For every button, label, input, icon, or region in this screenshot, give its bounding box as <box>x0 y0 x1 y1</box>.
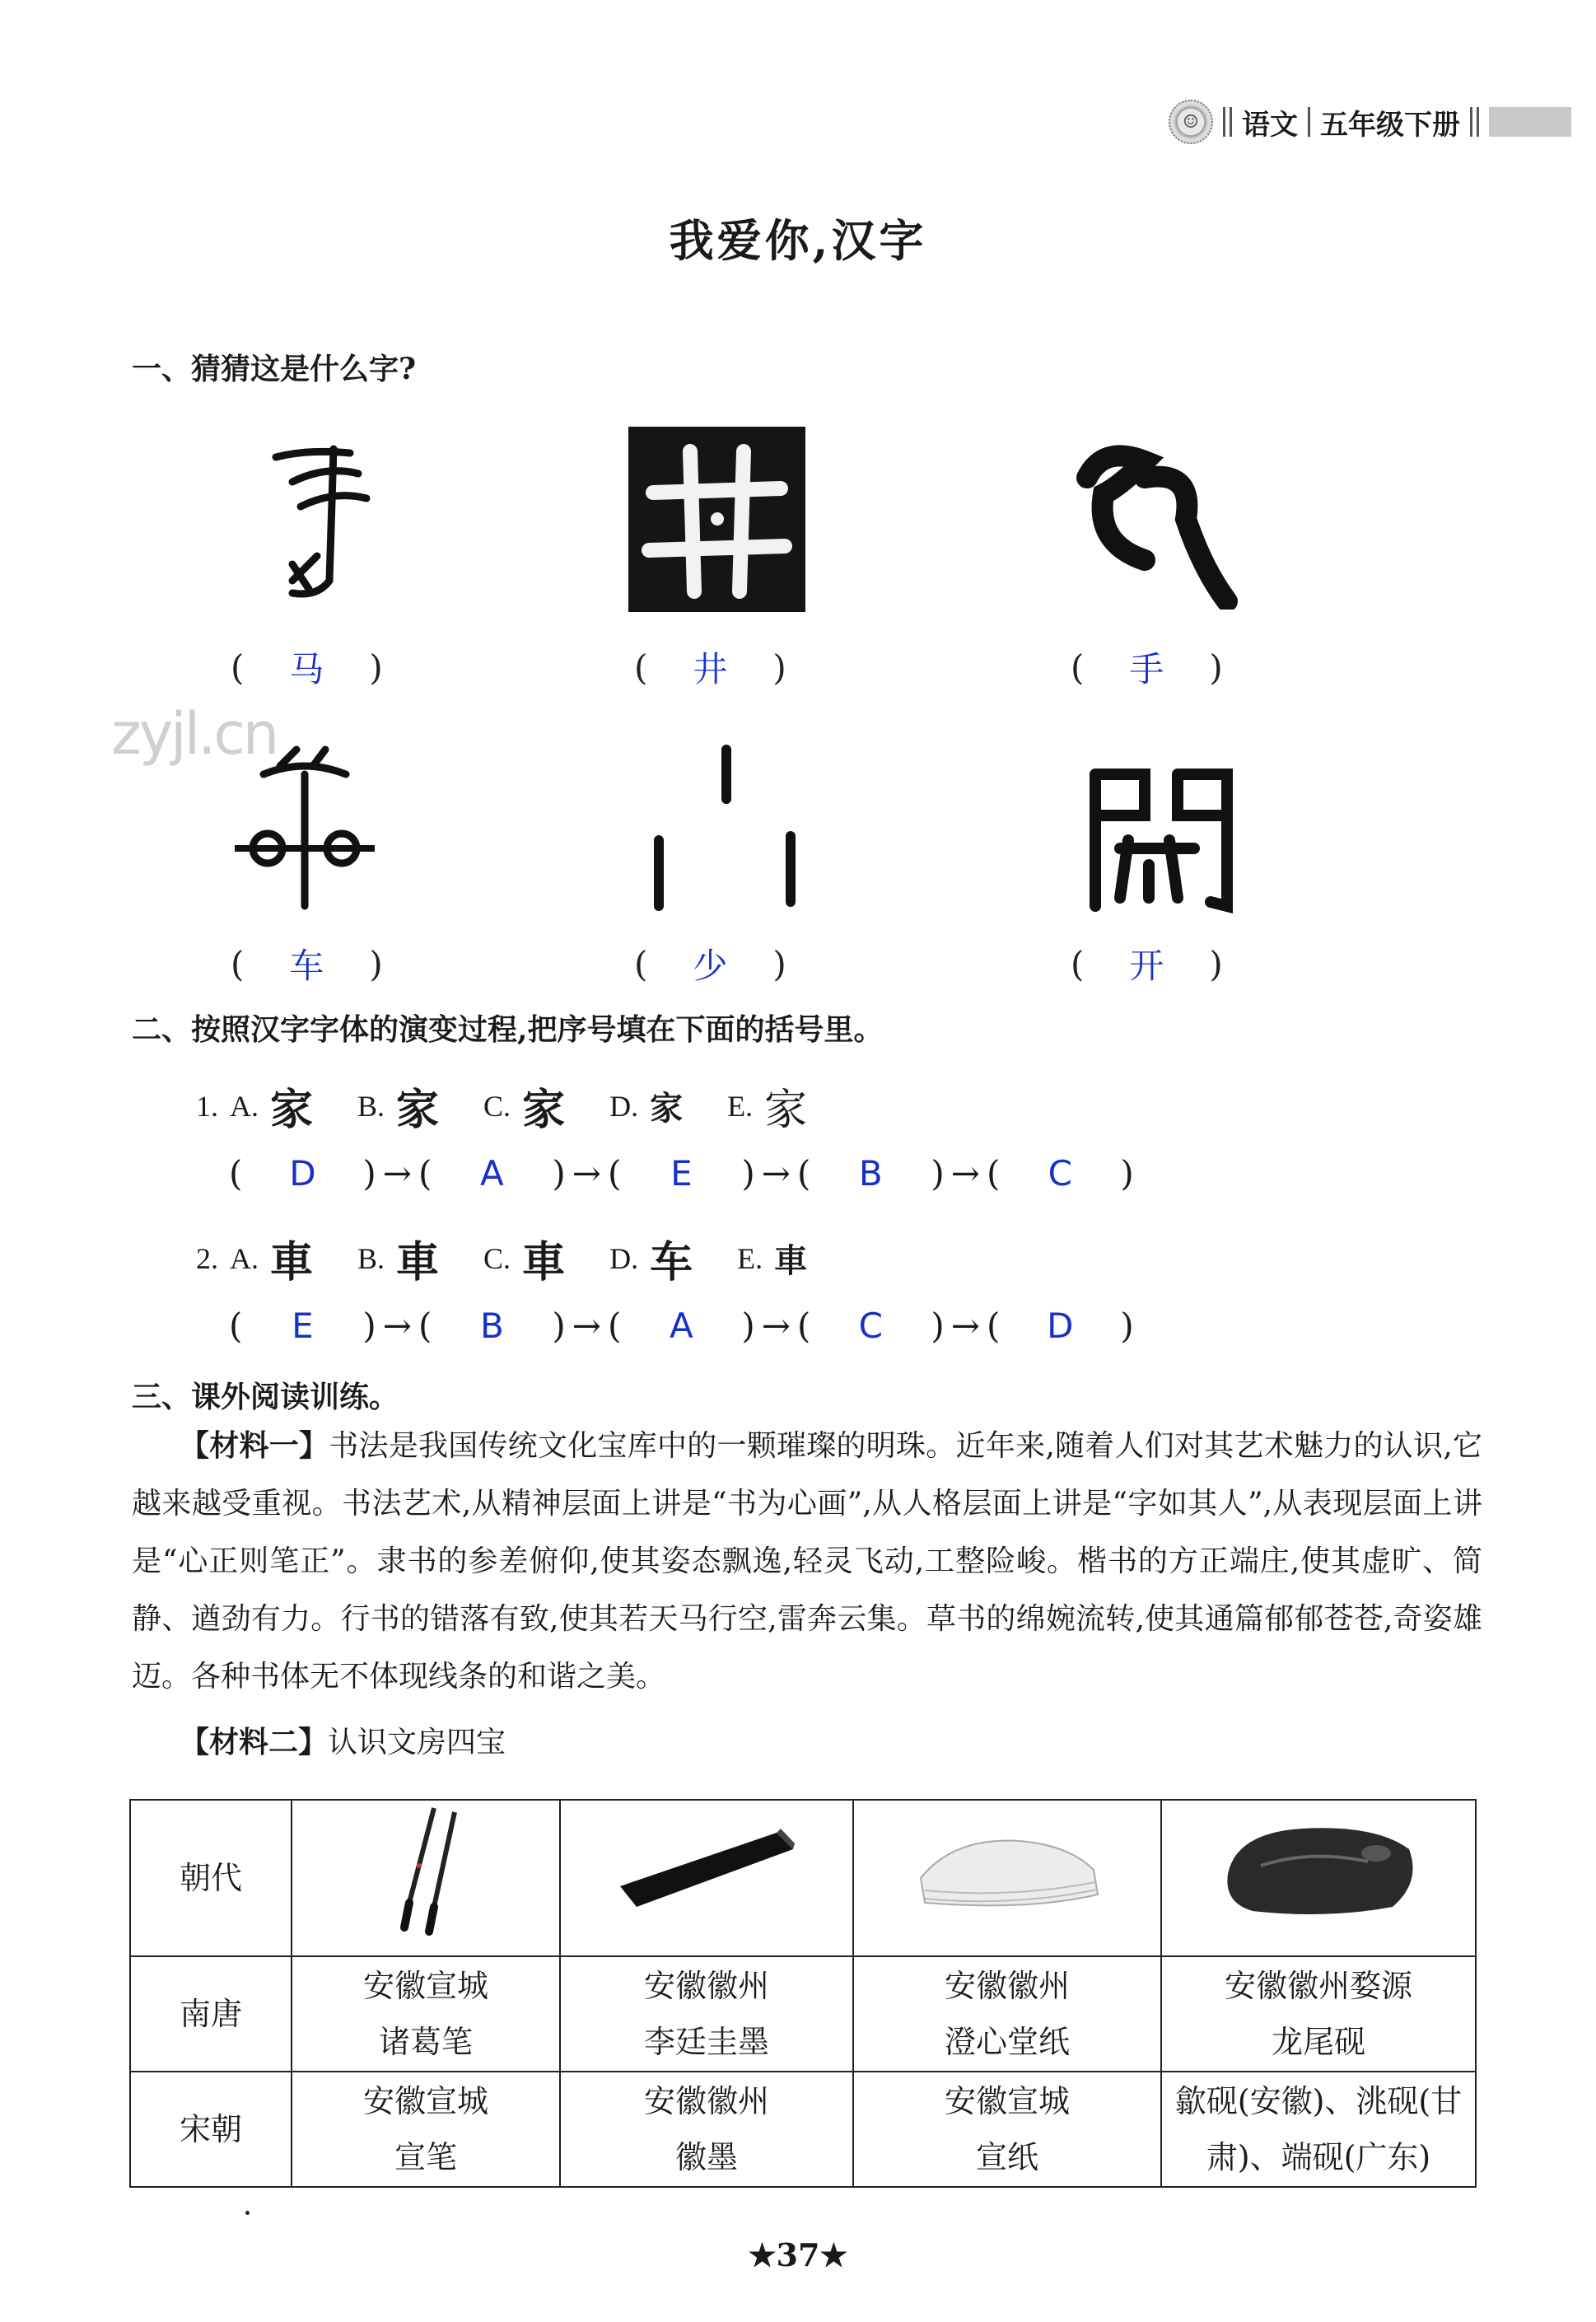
answer-3-value: 手 <box>1129 649 1164 689</box>
arrow: → <box>572 1306 601 1346</box>
table-cell <box>292 2072 560 2187</box>
material1 <box>132 1417 1482 1706</box>
q1-answer-1: D <box>289 1153 316 1194</box>
brush-icon <box>376 1804 475 1936</box>
q1-option-a-label: A. <box>230 1089 259 1123</box>
cell-line: 安徽宣城 <box>362 1968 488 2004</box>
q2-option-e-glyph: 車 <box>774 1241 808 1280</box>
q1-answer-2: A <box>480 1153 504 1194</box>
q2-answers: ( E ) → ( B ) → ( A ) → ( C ) → ( D ) <box>229 1306 1134 1346</box>
q2-number: 2. <box>196 1241 218 1275</box>
table-header-row <box>130 1800 1476 1956</box>
material2-label: 【材料二】 <box>180 1725 329 1759</box>
header-divider <box>1308 107 1310 137</box>
four-treasures-table <box>129 1799 1477 2188</box>
q1-options <box>196 1075 840 1137</box>
section1-heading: 一、猜猜这是什么字? <box>132 352 417 386</box>
arrow: → <box>382 1153 412 1194</box>
table-cell <box>1161 1956 1476 2072</box>
cell-line: 安徽徽州 <box>643 1968 769 2004</box>
seal-glyph-well <box>626 428 807 610</box>
answer-4-value: 车 <box>289 946 324 986</box>
answer-4: ( 车 ) <box>231 939 383 988</box>
q1-option-c-glyph: 家 <box>522 1085 566 1135</box>
table-cell <box>853 1956 1161 2072</box>
cell-line: 安徽宣城 <box>362 2083 488 2119</box>
inkstone-image <box>1161 1800 1476 1956</box>
arrow: → <box>950 1153 980 1194</box>
q1-answer-5: C <box>1048 1153 1072 1194</box>
q2-answer-1: E <box>292 1306 314 1346</box>
arrow: → <box>761 1306 791 1346</box>
ancient-glyph-few <box>634 741 815 923</box>
arrow: → <box>572 1153 601 1194</box>
table-row <box>130 1956 1476 2072</box>
cell-line: 歙砚(安徽)、洮砚(甘 <box>1174 2083 1463 2119</box>
table-header-dynasty: 朝代 <box>130 1800 292 1956</box>
table-cell <box>560 1956 853 2072</box>
arrow: → <box>950 1306 980 1346</box>
stray-dot <box>245 2211 250 2215</box>
section2-heading: 二、按照汉字字体的演变过程,把序号填在下面的括号里。 <box>132 1012 884 1047</box>
cell-line: 徽墨 <box>674 2139 738 2175</box>
ancient-glyph-cart <box>214 741 395 923</box>
inkstone-icon <box>1211 1816 1426 1923</box>
cell-line: 安徽徽州 <box>944 1968 1070 2004</box>
header-subject: 语文 <box>1242 108 1298 142</box>
page-number: ★37★ <box>748 2236 848 2273</box>
q2-answer-3: A <box>669 1306 693 1346</box>
header-bars-right <box>1470 107 1479 137</box>
table-cell <box>1161 2072 1476 2187</box>
page-title: 我爱你,汉字 <box>669 214 927 267</box>
answer-5: ( 少 ) <box>634 939 786 988</box>
brush-image <box>292 1800 560 1956</box>
q2-option-c-glyph: 車 <box>522 1237 566 1287</box>
table-row-dynasty: 南唐 <box>130 1956 292 2072</box>
cell-line: 安徽徽州婺源 <box>1224 1968 1412 2004</box>
cell-line: 澄心堂纸 <box>944 2024 1070 2060</box>
q2-answer-2: B <box>479 1306 504 1346</box>
q1-option-b-glyph: 家 <box>396 1086 440 1135</box>
q2-answer-4: C <box>858 1306 883 1346</box>
arrow: → <box>761 1153 791 1194</box>
page-header <box>1169 97 1571 147</box>
answer-6-value: 开 <box>1129 946 1164 986</box>
material1-label: 【材料一】 <box>180 1428 329 1463</box>
q2-option-e-label: E. <box>737 1241 763 1275</box>
q1-option-d-label: D. <box>609 1089 639 1123</box>
paper-image <box>853 1800 1161 1956</box>
header-bars <box>1223 107 1232 137</box>
sun-face-icon: ☺ <box>1169 100 1213 144</box>
q1-option-c-label: C. <box>483 1089 511 1123</box>
table-cell <box>853 2072 1161 2187</box>
q1-answer-3: E <box>670 1153 693 1194</box>
watermark: zyjl.cn <box>111 700 278 768</box>
cell-line: 肃)、端砚(广东) <box>1206 2139 1431 2175</box>
ink-stick-icon <box>612 1820 801 1919</box>
cell-line: 安徽徽州 <box>643 2083 769 2119</box>
q2-option-d-glyph: 车 <box>650 1237 693 1287</box>
answer-2-value: 井 <box>693 649 728 689</box>
answer-3: ( 手 ) <box>1071 642 1223 692</box>
header-grade: 五年级下册 <box>1320 108 1460 142</box>
ancient-glyph-hand <box>1062 428 1244 610</box>
paper-stack-icon <box>904 1820 1110 1919</box>
arrow: → <box>382 1306 412 1346</box>
table-row-dynasty: 宋朝 <box>130 2072 292 2187</box>
cell-line: 李廷圭墨 <box>643 2024 769 2060</box>
table-row <box>130 2072 1476 2187</box>
ink-stick-image <box>560 1800 853 1956</box>
answer-6: ( 开 ) <box>1071 939 1223 988</box>
q2-option-b-glyph: 車 <box>396 1238 440 1287</box>
answer-1-value: 马 <box>289 649 324 689</box>
answer-5-value: 少 <box>693 946 728 986</box>
material1-text: 书法是我国传统文化宝库中的一颗璀璨的明珠。近年来,随着人们对其艺术魅力的认识,它越来越受重视。书法艺术,从精神层面上讲是“书为心画”,从人格层面上讲是“字如其人”,从表现层面上讲是“心正则笔正”。隶书的参差俯仰,使其姿态飘逸,轻灵飞动,工整险峻。楷书的方正端庄,使其虚旷、简静、遒劲有力。行书的错落有致,使其若天马行空,雷奔云集。草书的绵婉流转,使其通篇郁郁苍苍,奇姿雄迈。各种书体无不体现线条的和谐之美。 <box>132 1429 1482 1694</box>
q2-option-c-label: C. <box>483 1241 511 1275</box>
q2-option-a-label: A. <box>230 1241 259 1275</box>
q1-answer-4: B <box>858 1153 883 1194</box>
ancient-glyph-horse <box>239 428 420 610</box>
table-cell <box>560 2072 853 2187</box>
q1-answers: ( D ) → ( A ) → ( E ) → ( B ) → ( C ) <box>229 1153 1134 1194</box>
section3-heading: 三、课外阅读训练。 <box>132 1380 399 1414</box>
q1-option-a-glyph: 家 <box>270 1085 314 1135</box>
cell-line: 宣纸 <box>975 2139 1038 2175</box>
q2-answer-5: D <box>1047 1306 1074 1346</box>
q1-option-b-label: B. <box>357 1089 385 1123</box>
q2-option-a-glyph: 車 <box>270 1237 314 1287</box>
material2-text: 认识文房四宝 <box>328 1726 506 1759</box>
q1-number: 1. <box>196 1089 218 1123</box>
q2-option-d-label: D. <box>609 1241 639 1275</box>
table-cell <box>292 1956 560 2072</box>
q1-option-d-glyph: 家 <box>650 1089 684 1128</box>
answer-2: ( 井 ) <box>634 642 786 692</box>
ancient-glyph-open <box>1071 741 1252 923</box>
q1-option-e-label: E. <box>727 1089 754 1123</box>
cell-line: 龙尾砚 <box>1271 2024 1365 2060</box>
cell-line: 宣笔 <box>394 2139 457 2175</box>
q1-option-e-glyph: 家 <box>764 1086 808 1135</box>
q2-option-b-label: B. <box>357 1241 385 1275</box>
q2-options <box>196 1227 840 1289</box>
cell-line: 安徽宣城 <box>944 2083 1070 2119</box>
material2 <box>132 1713 1482 1772</box>
answer-1: ( 马 ) <box>231 642 383 692</box>
header-gray-block <box>1489 107 1571 137</box>
cell-line: 诸葛笔 <box>378 2024 473 2060</box>
